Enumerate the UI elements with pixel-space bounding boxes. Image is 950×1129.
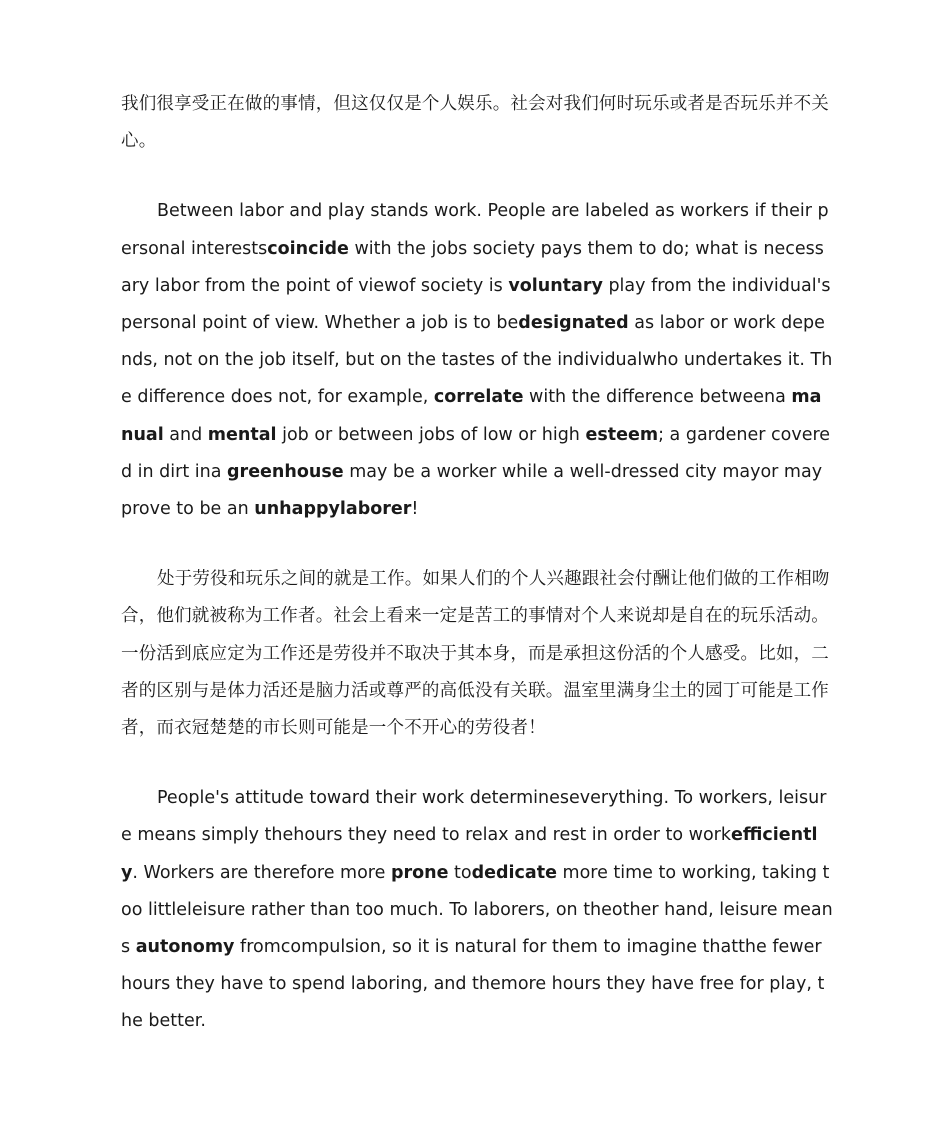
vocabulary-word: mental [207,424,277,445]
text-run: to [448,862,472,883]
paragraph-chinese-2: 处于劳役和玩乐之间的就是工作。如果人们的个人兴趣跟社会付酬让他们做的工作相吻合，他们就被称为工作者。社会上看来一定是苦工的事情对个人来说却是自在的玩乐活动。一份活到底应定为工作还是劳役并不取决于其本身，而是承担这份活的个人感受。比如，二者的区别与是体力活还是脑力活或尊严的高低没有关联。温室里满身尘土的园丁可能是工作者，而衣冠楚楚的市长则可能是一个不开心的劳役者！ [121,569,830,739]
vocabulary-word: coincide [267,238,349,259]
text-run: as labor or work depends, not on the job itself, but on the tastes of the individualwho undertakes it. The difference does not, for example, [121,313,833,408]
text-run: Between labor and play stands work. People are labeled as workers if their personal interests [121,201,829,259]
vocabulary-word: unhappylaborer [254,499,412,520]
text-run: job or between jobs of low or high [276,424,586,445]
text-run: ; a gardener covered in dirt ina [121,424,831,482]
vocabulary-word: esteem [585,424,659,445]
text-run: and [163,424,208,445]
text-run: People's attitude toward their work determineseverything. To workers, leisure means simply thehours they need to relax and rest in order to work [121,788,827,846]
vocabulary-word: manual [121,387,822,445]
text-run: . Workers are therefore more [132,862,391,883]
paragraph-chinese-1: 我们很享受正在做的事情，但这仅仅是个人娱乐。社会对我们何时玩乐或者是否玩乐并不关心。 [121,94,829,152]
text-run: with the difference betweena [523,387,792,408]
vocabulary-word: prone [390,862,449,883]
text-run: may be a worker while a well-dressed city mayor may prove to be an [121,461,823,520]
vocabulary-word: designated [518,313,629,334]
vocabulary-word: correlate [433,387,524,408]
text-run: with the jobs society pays them to do; what is necessary labor from the point of viewof society is [121,238,824,296]
paragraph-english-1 [121,193,833,528]
document-page [121,86,833,1041]
vocabulary-word: greenhouse [227,461,344,482]
paragraph-gap [121,160,833,193]
vocabulary-word: dedicate [471,862,557,883]
paragraph-english-2 [121,780,833,1040]
text-run: ! [411,499,419,520]
vocabulary-word: autonomy [135,937,235,958]
text-run: fromcompulsion, so it is natural for them to imagine thatthe fewer hours they have to spend laboring, and themore hours they have free for play, the better. [121,937,825,1032]
vocabulary-word: voluntary [508,275,603,296]
text-run: more time to working, taking too littleleisure rather than too much. To laborers, on theother hand, leisure means [121,862,833,958]
text-run: play from the individual's personal point of view. Whether a job is to be [121,275,831,334]
vocabulary-word: efficiently [121,825,818,883]
paragraph-gap [121,747,833,780]
paragraph-gap [121,528,833,561]
